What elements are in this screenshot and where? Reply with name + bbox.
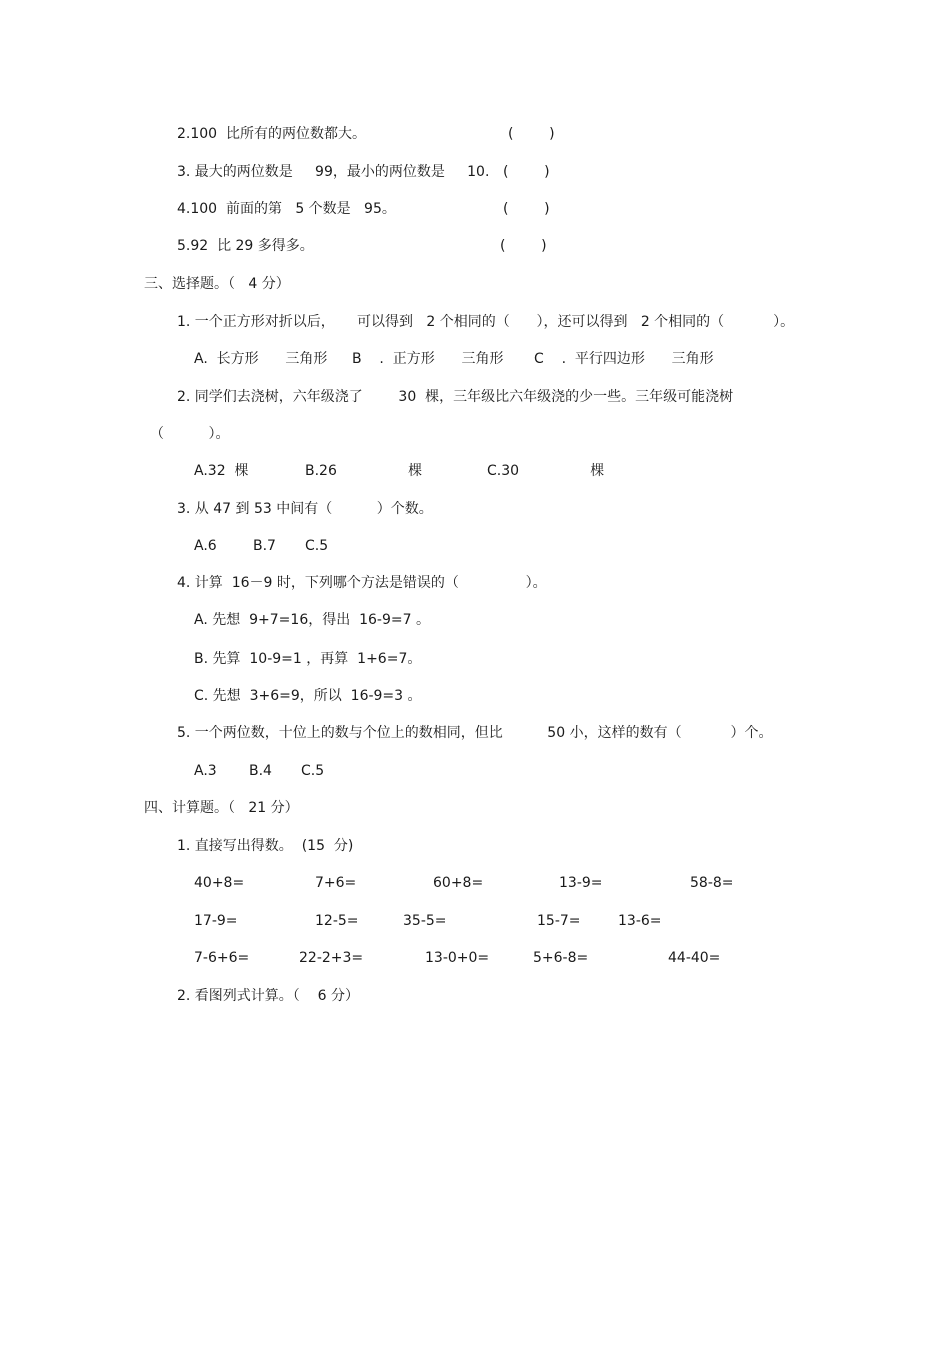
choice-q4-option-a: A. 先想 9+7=16，得出 16-9=7 。 <box>194 612 430 628</box>
choice-q5-option-c: C.5 <box>301 763 325 779</box>
choice-q4: 4. 计算 16－9 时，下列哪个方法是错误的（ ）。 <box>177 575 547 591</box>
choice-q2: 2. 同学们去浇树，六年级浇了 30 棵，三年级比六年级浇的少一些。三年级可能浇树 <box>177 389 734 405</box>
judge-q2: 2.100 比所有的两位数都大。 <box>177 126 366 142</box>
answer-paren: ( ) <box>503 201 550 217</box>
answer-paren: ( ) <box>503 164 550 180</box>
judge-q4: 4.100 前面的第 5 个数是 95。 <box>177 201 396 217</box>
calc-item: 12-5= <box>315 913 359 929</box>
calc-item: 13-0+0= <box>425 950 490 966</box>
choice-q2-cont: （ ）。 <box>150 426 230 442</box>
choice-q1-option-c: C . 平行四边形 三角形 <box>534 351 714 367</box>
choice-q2-option-b: B.26 棵 <box>305 463 423 479</box>
section-heading-calc: 四、计算题。（ 21 分） <box>144 800 299 816</box>
calc-item: 58-8= <box>690 875 734 891</box>
choice-q4-option-b: B. 先算 10-9=1 ，再算 1+6=7。 <box>194 651 422 667</box>
choice-q3-option-b: B.7 <box>253 538 276 554</box>
calc-item: 22-2+3= <box>299 950 364 966</box>
choice-q1: 1. 一个正方形对折以后， 可以得到 2 个相同的（ ），还可以得到 2 个相同的（ ）。 <box>177 314 795 330</box>
choice-q1-option-b: B . 正方形 三角形 <box>352 351 504 367</box>
choice-q3-option-c: C.5 <box>305 538 329 554</box>
judge-q5: 5.92 比 29 多得多。 <box>177 238 314 254</box>
answer-paren: ( ) <box>500 238 547 254</box>
judge-q3: 3. 最大的两位数是 99，最小的两位数是 10. <box>177 164 490 180</box>
calc-item: 13-9= <box>559 875 603 891</box>
choice-q2-option-a: A.32 棵 <box>194 463 249 479</box>
choice-q1-option-a: A. 长方形 三角形 <box>194 351 328 367</box>
choice-q5: 5. 一个两位数，十位上的数与个位上的数相同，但比 50 小，这样的数有（ ）个。 <box>177 725 773 741</box>
calc-sub2: 2. 看图列式计算。（ 6 分） <box>177 988 359 1004</box>
answer-paren: ( ) <box>508 126 555 142</box>
calc-sub1: 1. 直接写出得数。 (15 分) <box>177 838 354 854</box>
choice-q5-option-b: B.4 <box>249 763 272 779</box>
choice-q5-option-a: A.3 <box>194 763 217 779</box>
choice-q3-option-a: A.6 <box>194 538 217 554</box>
calc-item: 13-6= <box>618 913 662 929</box>
calc-item: 35-5= <box>403 913 447 929</box>
calc-item: 40+8= <box>194 875 245 891</box>
calc-item: 60+8= <box>433 875 484 891</box>
choice-q2-option-c: C.30 棵 <box>487 463 605 479</box>
calc-item: 5+6-8= <box>533 950 589 966</box>
calc-item: 44-40= <box>668 950 721 966</box>
section-heading-choice: 三、选择题。（ 4 分） <box>144 276 290 292</box>
choice-q3: 3. 从 47 到 53 中间有（ ）个数。 <box>177 501 433 517</box>
choice-q4-option-c: C. 先想 3+6=9，所以 16-9=3 。 <box>194 688 422 704</box>
calc-item: 15-7= <box>537 913 581 929</box>
calc-item: 7+6= <box>315 875 357 891</box>
calc-item: 17-9= <box>194 913 238 929</box>
calc-item: 7-6+6= <box>194 950 250 966</box>
